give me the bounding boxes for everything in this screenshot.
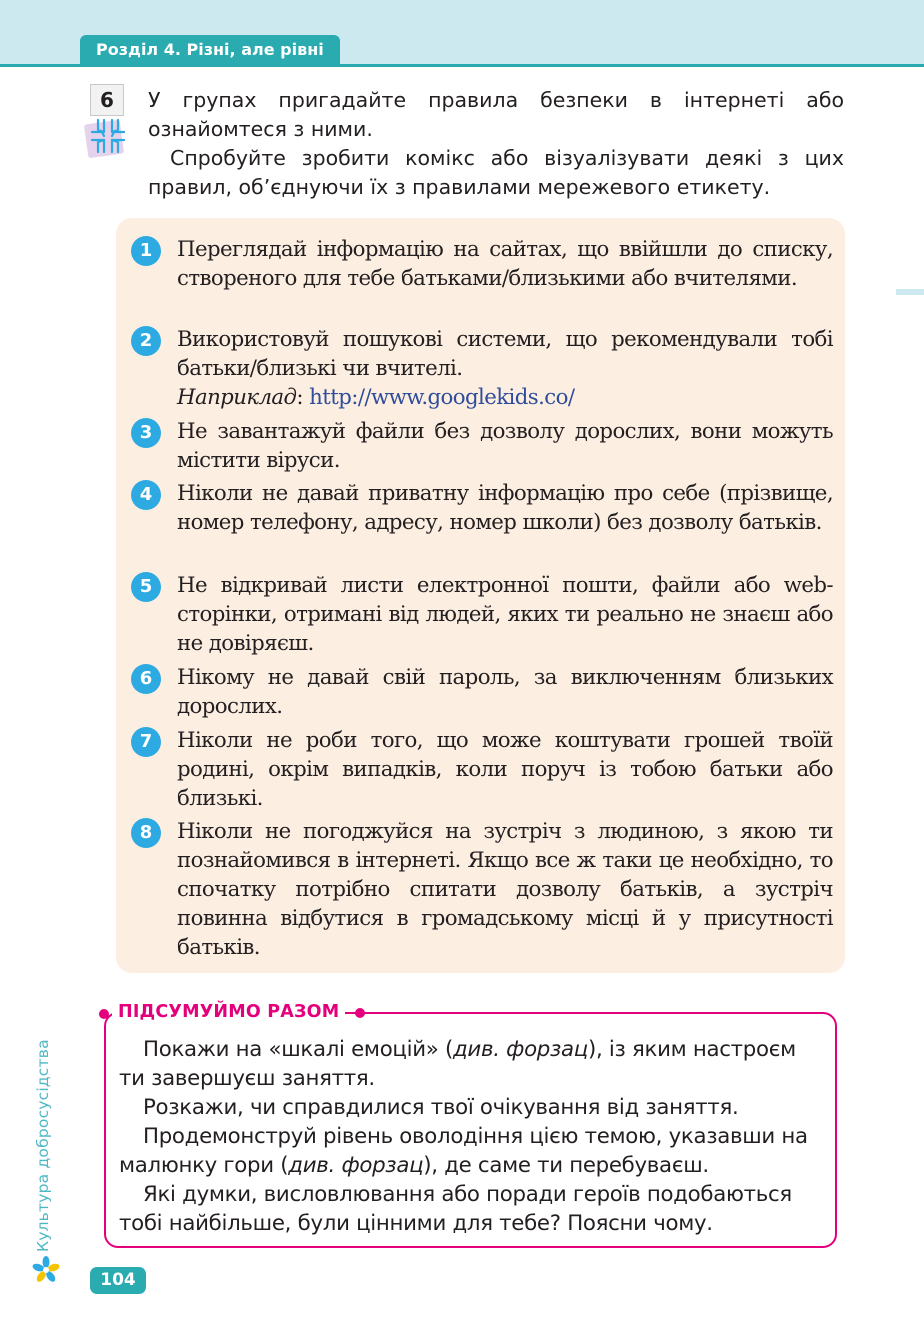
rule-item: [177, 325, 833, 412]
rule-number-badge: 7: [131, 727, 161, 757]
summary-paragraph-3: [119, 1122, 819, 1180]
task-instructions: [148, 86, 844, 202]
summary-text-part: Покажи на «шкалі емоцій» (: [143, 1037, 453, 1062]
task-paragraph-2: Спробуйте зробити комікс або візуалізувати деякі з цих правил, об’єднуючи їх з правилами мережевого етикету.: [148, 146, 844, 199]
rule-number-badge: 3: [131, 418, 161, 448]
task-number: 6: [90, 84, 124, 116]
summary-text-part: Продемонструй рівень оволодіння цією темою, указавши на малюнку гори (: [119, 1124, 808, 1178]
page-edge-tab: [896, 289, 924, 295]
summary-dot: [99, 1009, 109, 1019]
rule-item: Не відкривай листи електронної пошти, файли або web-сторінки, отримані від людей, яких ти реально не знаєш або не довіряєш.: [177, 573, 833, 656]
example-separator: :: [296, 385, 310, 410]
rule-item: Переглядай інформацію на сайтах, що ввійшли до списку, створеного для тебе батьками/близькими або вчителями.: [177, 237, 833, 291]
page-number: 104: [90, 1267, 146, 1294]
chapter-title: Розділ 4. Різні, але рівні: [80, 35, 340, 64]
rule-item: Нікому не давай свій пароль, за виключенням близьких дорослих.: [177, 665, 833, 719]
rule-item: Ніколи не роби того, що може коштувати грошей твоїй родині, окрім випадків, коли поруч із тобою батьки або близькі.: [177, 728, 833, 811]
summary-reference: див. форзац: [288, 1153, 424, 1178]
rule-number-badge: 6: [131, 664, 161, 694]
summary-reference: див. форзац: [453, 1037, 588, 1062]
example-label: Наприклад: [177, 385, 297, 410]
rule-item: Ніколи не погоджуйся на зустріч з людиною, з якою ти познайомився в інтернеті. Якщо все ж таки це необхідно, то спочатку потрібно спитати дозволу батьків, а зустріч повинна відбутися в громадському місці й у присутності батьків.: [177, 819, 833, 960]
flower-icon: [32, 1256, 60, 1284]
rule-item: Ніколи не давай приватну інформацію про себе (прізвище, номер телефону, адресу, номер школи) без дозволу батьків.: [177, 481, 833, 535]
summary-text-part: ), де саме ти перебуваєш.: [423, 1153, 709, 1178]
summary-dot: [355, 1008, 365, 1018]
hands-group-icon: [84, 112, 132, 160]
summary-paragraph-1: [119, 1035, 819, 1093]
side-section-label: Культура добросусідства: [34, 1039, 52, 1252]
rule-number-badge: 8: [131, 818, 161, 848]
task-paragraph-1: У групах пригадайте правила безпеки в інтернеті або ознайомтеся з ними.: [148, 88, 844, 141]
summary-paragraph-4: Які думки, висловлювання або поради героїв подобаються тобі найбільше, були цінними для тебе? Поясни чому.: [119, 1182, 792, 1236]
summary-paragraph-2: Розкажи, чи справдилися твої очікування від заняття.: [143, 1095, 739, 1120]
rule-number-badge: 5: [131, 572, 161, 602]
summary-text: [119, 1035, 819, 1238]
rule-number-badge: 2: [131, 326, 161, 356]
rule-number-badge: 1: [131, 236, 161, 266]
summary-title: ПІДСУМУЙМО РАЗОМ: [112, 997, 345, 1027]
summary-text-part: ), із яким настроєм ти завершуєш заняття.: [119, 1037, 796, 1091]
rule-text: Використовуй пошукові системи, що рекомендували тобі батьки/близькі чи вчителі.: [177, 327, 833, 381]
example-link[interactable]: http://www.googlekids.co/: [309, 385, 575, 410]
rule-number-badge: 4: [131, 480, 161, 510]
rule-item: Не завантажуй файли без дозволу дорослих, вони можуть містити віруси.: [177, 419, 833, 473]
